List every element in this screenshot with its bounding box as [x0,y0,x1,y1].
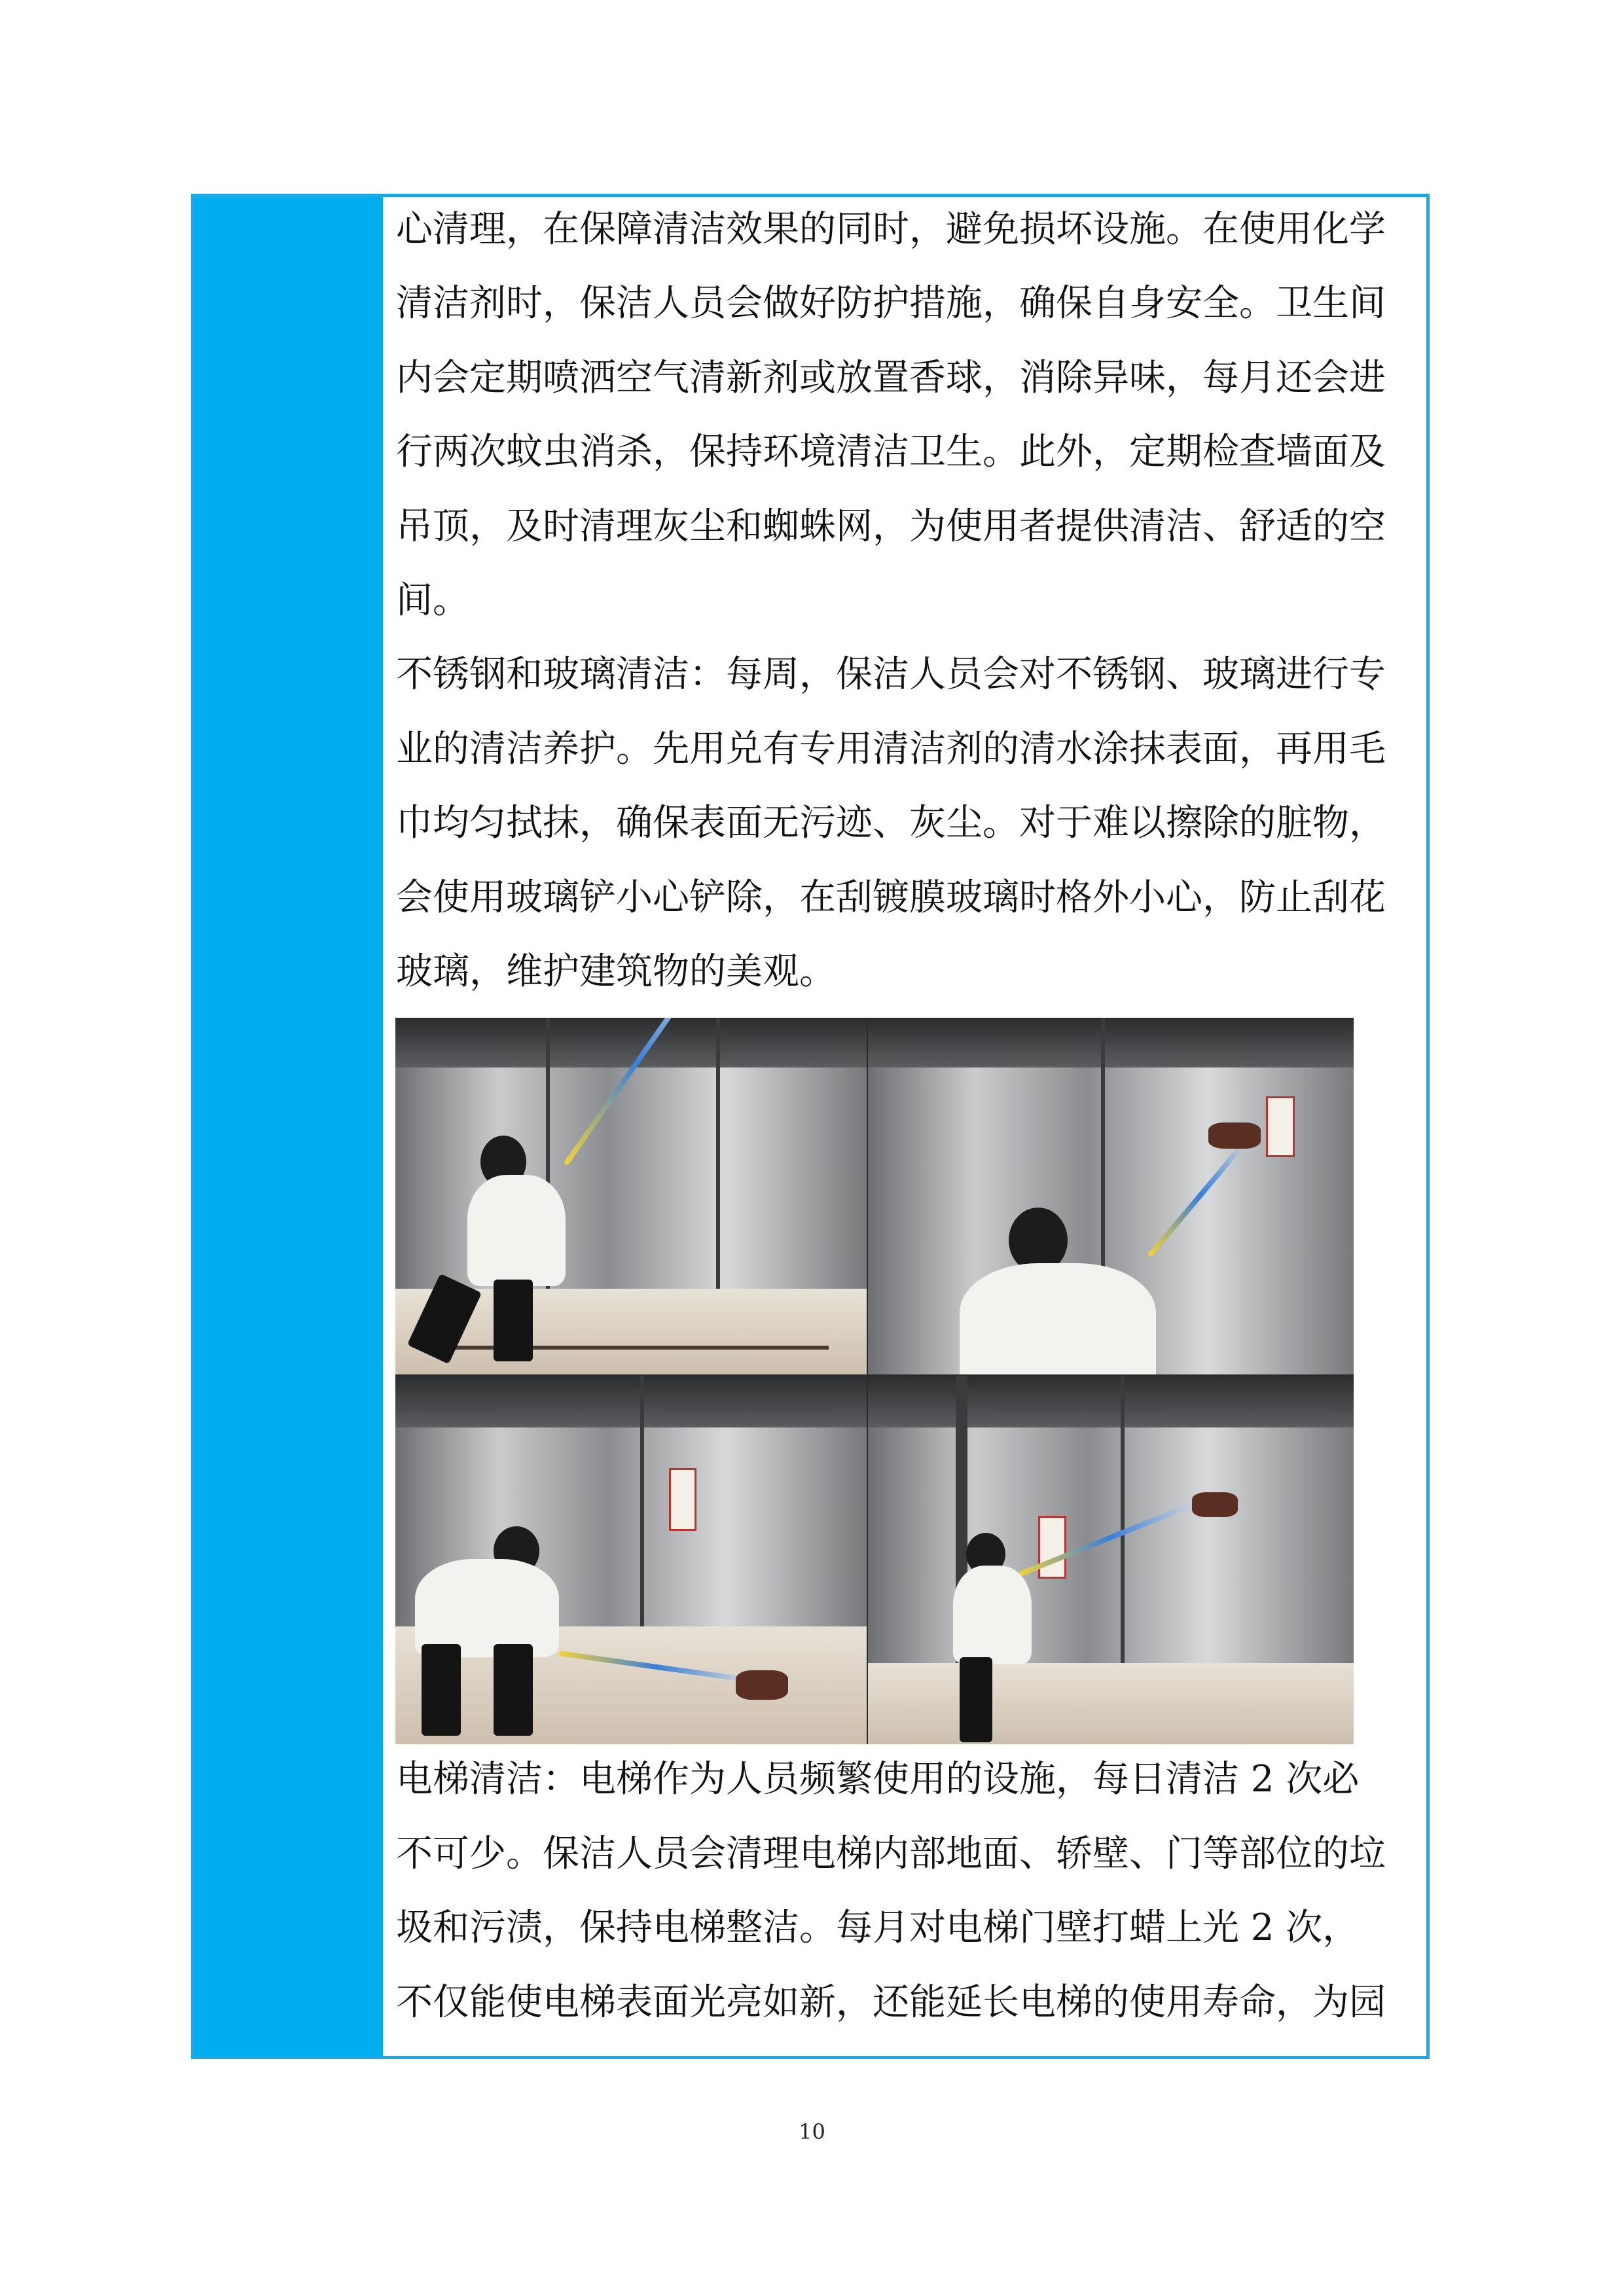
paragraph-3-line: 圾和污渍，保持电梯整洁。每月对电梯门壁打蜡上光 2 次， [396,1907,1360,1949]
photo-top-left [395,1018,867,1374]
photo-top-right [868,1018,1354,1374]
paragraph-3-line: 不仅能使电梯表面光亮如新，还能延长电梯的使用寿命，为园 [396,1981,1386,2024]
page-number: 10 [799,2119,825,2144]
photo-bottom-right [868,1376,1354,1744]
paragraph-1-line: 清洁剂时，保洁人员会做好防护措施，确保自身安全。卫生间 [396,282,1386,325]
paragraph-1-line: 内会定期喷洒空气清新剂或放置香球，消除异味，每月还会进 [396,357,1386,399]
paragraph-2-line: 会使用玻璃铲小心铲除，在刮镀膜玻璃时格外小心，防止刮花 [396,876,1386,919]
paragraph-3-line: 不可少。保洁人员会清理电梯内部地面、轿壁、门等部位的垃 [396,1833,1386,1875]
paragraph-2-line: 业的清洁养护。先用兑有专用清洁剂的清水涂抹表面，再用毛 [396,728,1386,770]
paragraph-1-line: 间。 [396,579,469,622]
photo-bottom-left [395,1376,867,1744]
paragraph-1-line: 吊顶，及时清理灰尘和蜘蛛网，为使用者提供清洁、舒适的空 [396,505,1386,548]
elevator-cleaning-photo-collage [395,1018,1354,1744]
paragraph-1-line: 行两次蚊虫消杀，保持环境清洁卫生。此外，定期检查墙面及 [396,431,1386,473]
paragraph-2-line: 玻璃，维护建筑物的美观。 [396,950,836,993]
paragraph-3-line: 电梯清洁：电梯作为人员频繁使用的设施，每日清洁 2 次必 [396,1758,1360,1801]
paragraph-2-line: 巾均匀拭抹，确保表面无污迹、灰尘。对于难以擦除的脏物， [396,802,1386,844]
paragraph-1-line: 心清理，在保障清洁效果的同时，避免损坏设施。在使用化学 [396,208,1386,251]
paragraph-2-line: 不锈钢和玻璃清洁：每周，保洁人员会对不锈钢、玻璃进行专 [396,653,1386,696]
